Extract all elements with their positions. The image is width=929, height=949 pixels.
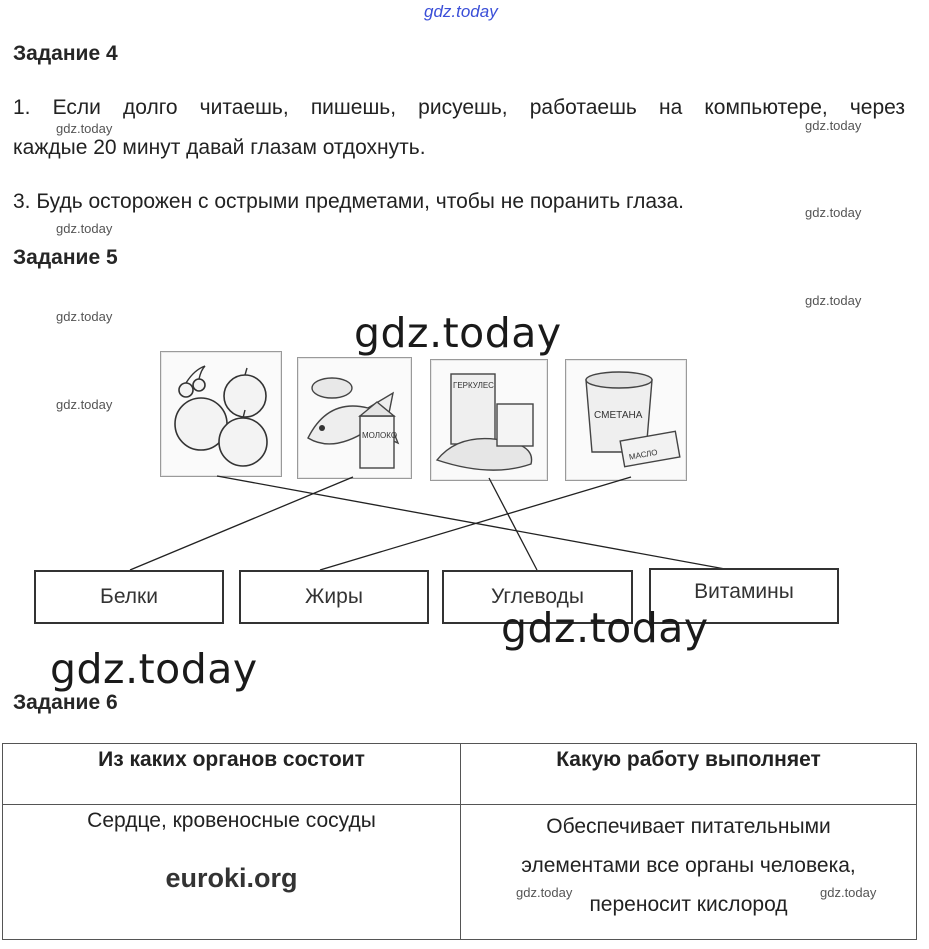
table-row xyxy=(3,805,917,940)
watermark-big: gdz.today xyxy=(354,309,562,357)
watermark-small: gdz.today xyxy=(805,293,862,308)
col2-cell xyxy=(461,805,917,940)
watermark-small: gdz.today xyxy=(820,885,877,900)
function-line: Обеспечивает питательными xyxy=(546,815,831,838)
box-proteins xyxy=(34,570,224,624)
function-value xyxy=(461,807,916,924)
col2-header: Какую работу выполняет xyxy=(461,744,917,805)
cereal-box-label: ГЕРКУЛЕС xyxy=(453,381,494,390)
milk-carton-label: МОЛОКО xyxy=(362,431,398,440)
watermark-top: gdz.today xyxy=(424,2,498,21)
function-line: переносит кислород xyxy=(589,893,788,916)
box-fats xyxy=(239,570,429,624)
table-header-row xyxy=(3,744,917,805)
task6-table xyxy=(2,743,917,940)
function-line: элементами все органы человека, xyxy=(521,854,856,877)
task4-heading: Задание 4 xyxy=(13,42,118,65)
task4-item1-line2: каждые 20 минут давай глазам отдохнуть. xyxy=(13,136,426,159)
box-label: Жиры xyxy=(305,585,363,608)
watermark-small: gdz.today xyxy=(56,397,113,412)
box-label: Углеводы xyxy=(490,585,584,608)
watermark-big: gdz.today xyxy=(50,645,258,693)
col1-cell xyxy=(3,805,461,940)
watermark-small: gdz.today xyxy=(805,205,862,220)
task4-item1-line1: 1. Если долго читаешь, пишешь, рисуешь, работаешь на компьютере, через xyxy=(13,96,905,119)
watermark-small: gdz.today xyxy=(805,118,862,133)
watermark-small: gdz.today xyxy=(516,885,573,900)
watermark-big: gdz.today xyxy=(501,604,709,652)
col1-header: Из каких органов состоит xyxy=(3,744,461,805)
watermark-euroki: euroki.org xyxy=(165,863,298,893)
butter-label: МАСЛО xyxy=(628,447,659,462)
task4-item3: 3. Будь осторожен с острыми предметами, чтобы не поранить глаза. xyxy=(13,190,685,213)
task5-heading: Задание 5 xyxy=(13,246,118,269)
watermark-small: gdz.today xyxy=(56,121,113,136)
watermark-small: gdz.today xyxy=(56,309,113,324)
organs-value: Сердце, кровеносные сосуды xyxy=(87,809,376,832)
box-label: Белки xyxy=(100,585,158,608)
sour-cream-label: СМЕТАНА xyxy=(594,410,643,421)
watermark-small: gdz.today xyxy=(56,221,113,236)
task6-heading: Задание 6 xyxy=(13,691,118,714)
box-label: Витамины xyxy=(694,580,794,603)
